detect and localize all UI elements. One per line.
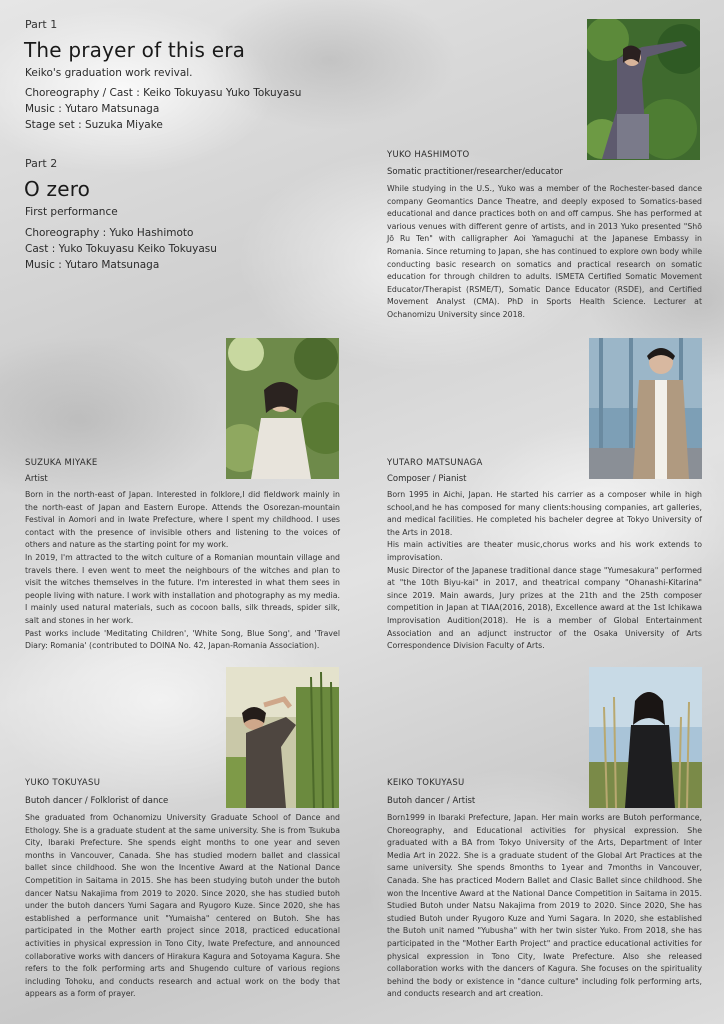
part2-credit-line: Choreography : Yuko Hashimoto [25, 227, 194, 239]
part1-subtitle: Keiko's graduation work revival. [25, 67, 193, 79]
part1-credit-line: Choreography / Cast : Keiko Tokuyasu Yuko Tokuyasu [25, 87, 302, 99]
profile-bio-suzuka-miyake [25, 489, 340, 653]
profile-role-yuko-tokuyasu: Butoh dancer / Folklorist of dance [25, 796, 169, 806]
profile-role-suzuka-miyake: Artist [25, 474, 48, 484]
photo-suzuka-miyake [226, 338, 339, 479]
part2-subtitle: First performance [25, 206, 118, 218]
part2-credit-line: Cast : Yuko Tokuyasu Keiko Tokuyasu [25, 243, 217, 255]
profile-role-yuko-hashimoto: Somatic practitioner/researcher/educator [387, 167, 563, 177]
bio-paragraph: Music Director of the Japanese traditional dance stage "Yumesakura" performed at "the 10th Biyu-kai" in 2017, and theatrical company "Ohanashi-Kitarina" since 2019. Main awards, Jury prizes at the 21th and the 25th composer competition in Japan at TIAA(2016, 2018), Excellence award at the 1st Ichikawa Improvisation Audition(2018). He is a member of Global Entertainment Association and an adjunct instructor of the Osaka University of Arts Correspondence Division Faculty of Arts. [387, 565, 702, 651]
profile-bio-keiko-tokuyasu: Born1999 in Ibaraki Prefecture, Japan. Her main works are Butoh performance, Choreography, and Educational activities for physical expression. She graduated with a BA from Tokyo University of the Arts, Department of Inter Media Art in 2022. She is a graduate student of the Global Art Practices at the same university. She spends 8months to 1year and 7months in Vancouver, Canada. She has practiced Modern Ballet and Clasic Ballet since childhood. She won the Incentive Award at the National Dance Competition in Saitama in 2015. Studied Butoh under Natsu Nakajima from 2019 to 2020. Since 2020, She has studied Butoh under Ryugoro Kuze and Yumi Sagara. In 2020, she established the Butoh unit named "Yubusha" with her twin sister Yuko. From 2018, she has participated in the "Mother Earth Project" and practice educational activities for physical expression in Tono City, Iwate Prefecture. Also she released collaboration works with the dancers of Kagura. She focuses on the spirituality behind the body or existence in "dance culture" including folk performing arts, and conducts research and art creation. [387, 813, 702, 999]
profile-bio-yuko-tokuyasu: She graduated from Ochanomizu University Graduate School of Dance and Ethology. She is a graduate student at the same university. She is from Tsukuba City, Ibaraki Prefecture. She spends eight months to one year and seven months in Vancouver, Canada. She has studied modern ballet and classical ballet since childhood. She won the Incentive Award at the National Dance Competition in Saitama in 2015. She has been studying butoh under the butoh dancer Natsu Nakajima from 2019 to 2020. Since 2020, she has studied butoh under the butoh dancers Yumi Sagara and Ryugoro Kuze. Since 2020, she has established a performance unit "Yumaisha" centered on Butoh. She has participated in the Mother earth project since 2018, practiced educational activities in physical expression in Tono City, Iwate Prefecture, and announced collaborative works with dancers of Hirakura Kagura and Sotoyama Kagura. She refers to the folk performing arts and Shugendo culture of various regions including Tohoku, and conducts research and actual work on the body that appears as a form of prayer. [25, 813, 340, 999]
bio-paragraph: His main activities are theater music,chorus works and his work extends to improvisation. [387, 540, 702, 562]
photo-keiko-tokuyasu [589, 667, 702, 808]
profile-name-yuko-hashimoto: YUKO HASHIMOTO [387, 150, 470, 160]
part1-credits [25, 85, 301, 133]
profile-name-keiko-tokuyasu: KEIKO TOKUYASU [387, 778, 465, 788]
part1-credit-line: Stage set : Suzuka Miyake [25, 119, 163, 131]
bio-paragraph: Born 1995 in Aichi, Japan. He started his carrier as a composer while in high school,and he has composed for many clients:housing companies, art galleries, and medical facilities. He completed his bacheler degree at Tokyo University of the Arts in 2018. [387, 490, 702, 537]
profile-role-keiko-tokuyasu: Butoh dancer / Artist [387, 796, 476, 806]
profile-bio-yutaro-matsunaga [387, 489, 702, 653]
bio-paragraph: Past works include 'Meditating Children', 'White Song, Blue Song', and 'Travel Diary: Romania' (contributed to DOINA No. 42, Japan-Romania Association). [25, 628, 340, 651]
profile-bio-yuko-hashimoto: While studying in the U.S., Yuko was a member of the Rochester-based dance company Geomantics Dance Theatre, and deeply exposed to Somatics-based educational and dance practices both on and off campus. She has performed at various venues with different genre of artists, and in 2013 Yuko presented "Shō Jō Ru Ten" with calligrapher Aoi Yamaguchi at the Japanese Embassy in Romania. Since returning to Japan, she has continued to explore own body while conducting basic research on somatics and practical research on somatic education for through children to adults. ISMETA Certified Somatic Movement Educator/Therapist (RSME/T), Somatic Dance Educator (RSDE), and Certified Movement Analyst (CMA). PhD in Sports Health Science. Lecturer at Ochanomizu University since 2018. [387, 184, 702, 319]
part2-title: O zero [24, 177, 91, 201]
part2-credit-line: Music : Yutaro Matsunaga [25, 259, 160, 271]
part2-label: Part 2 [25, 157, 58, 170]
profile-name-yuko-tokuyasu: YUKO TOKUYASU [25, 778, 101, 788]
photo-yuko-hashimoto [587, 19, 700, 160]
photo-yuko-tokuyasu [226, 667, 339, 808]
profile-role-yutaro-matsunaga: Composer / Pianist [387, 474, 467, 484]
bio-paragraph: In 2019, I'm attracted to the witch culture of a Romanian mountain village and travels there. I even went to meet the neighbours of the witches and plan to visit the witches themselves in the future. I'm interested in what them sees in people living with nature. I work with installation and photography as my media. I mainly used natural materials, such as cocoon balls, silk threads, spider silk, salt and stones in her work. [25, 552, 340, 625]
photo-yutaro-matsunaga [589, 338, 702, 479]
part1-credit-line: Music : Yutaro Matsunaga [25, 103, 160, 115]
part2-credits [25, 225, 217, 273]
part1-title: The prayer of this era [24, 38, 246, 62]
part1-label: Part 1 [25, 18, 58, 31]
profile-name-yutaro-matsunaga: YUTARO MATSUNAGA [387, 458, 483, 468]
bio-paragraph: Born in the north-east of Japan. Interested in folklore,I did fieldwork mainly in the north-east of Japan and Eastern Europe. Attends the Osorezan-mountain Festival in Aomori and in Iwate Prefecture, where I spent my childhood. I uses contact with the presence of invisible others and listening to the voices of others and nature as the starting point for my work. [25, 490, 340, 550]
profile-name-suzuka-miyake: SUZUKA MIYAKE [25, 458, 98, 468]
